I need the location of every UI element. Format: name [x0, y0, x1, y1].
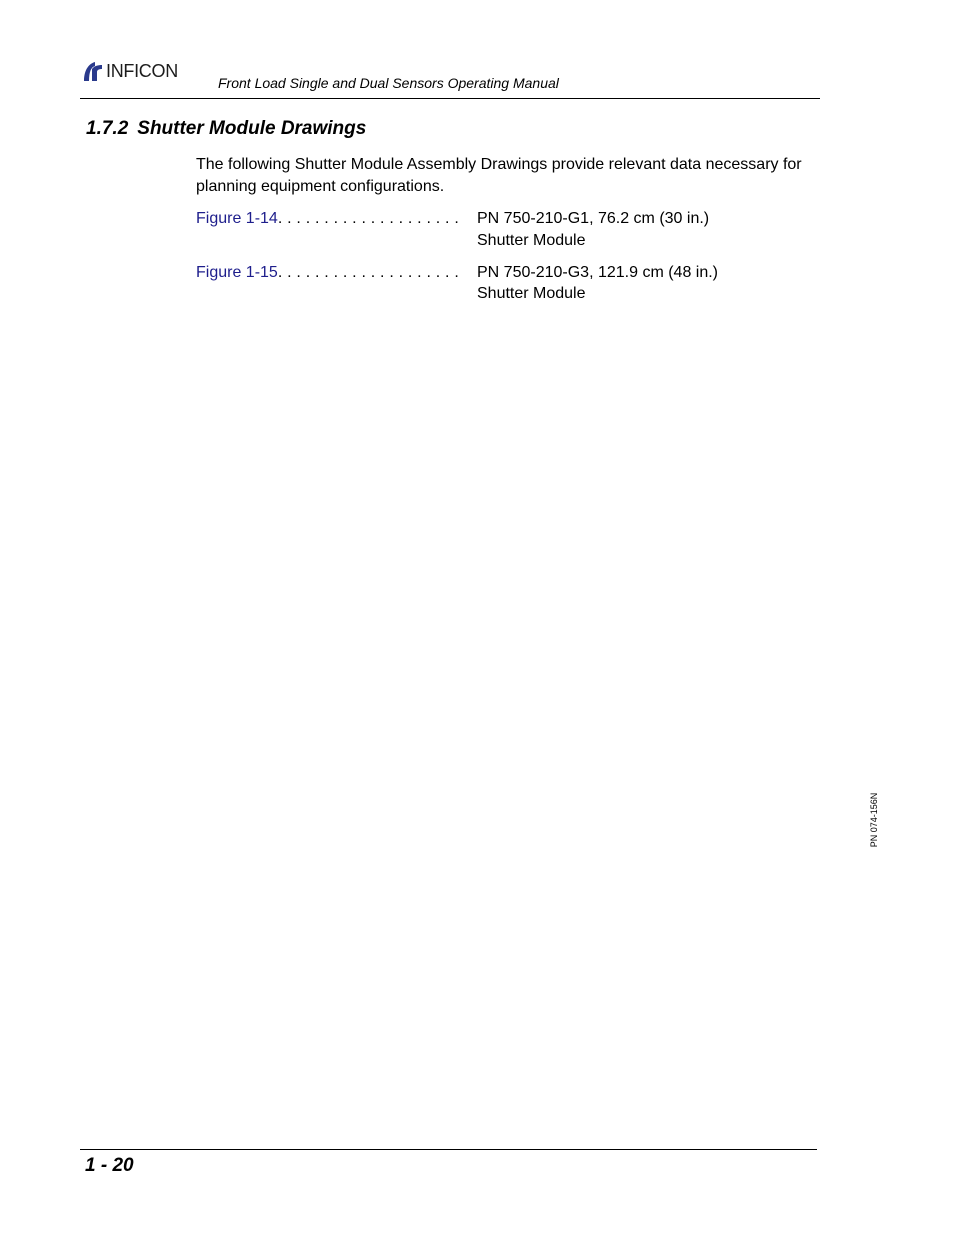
header-rule: [80, 98, 820, 99]
logo-text: INFICON: [106, 61, 178, 81]
figure-description-line1: PN 750-210-G1, 76.2 cm (30 in.): [477, 210, 710, 227]
section-number: 1.7.2: [86, 118, 129, 139]
figure-entry: [196, 208, 459, 230]
footer-rule: [80, 1149, 817, 1150]
intro-paragraph: The following Shutter Module Assembly Drawings provide relevant data necessary for planning equipment configurations.: [196, 156, 802, 195]
leader-dots: . . . . . . . . . . . . . . . . . . . .: [277, 264, 459, 281]
figure-entry: [196, 262, 459, 284]
figure-link-1-14[interactable]: Figure 1-14: [196, 210, 278, 227]
figure-description-line1: PN 750-210-G3, 121.9 cm (48 in.): [477, 264, 719, 281]
page-number: 1 - 20: [85, 1155, 134, 1176]
inficon-logo: [82, 58, 178, 84]
section-heading: [86, 118, 366, 140]
figure-description-line2: Shutter Module: [477, 232, 586, 249]
leader-dots: . . . . . . . . . . . . . . . . . . . .: [277, 210, 459, 227]
figure-link-1-15[interactable]: Figure 1-15: [196, 264, 278, 281]
figure-description-line2: Shutter Module: [477, 285, 586, 302]
document-title: Front Load Single and Dual Sensors Operating Manual: [218, 75, 559, 91]
section-title: Shutter Module Drawings: [137, 118, 367, 139]
part-number-label: PN 074-156N: [869, 792, 879, 848]
inficon-logo-icon: [82, 59, 104, 83]
